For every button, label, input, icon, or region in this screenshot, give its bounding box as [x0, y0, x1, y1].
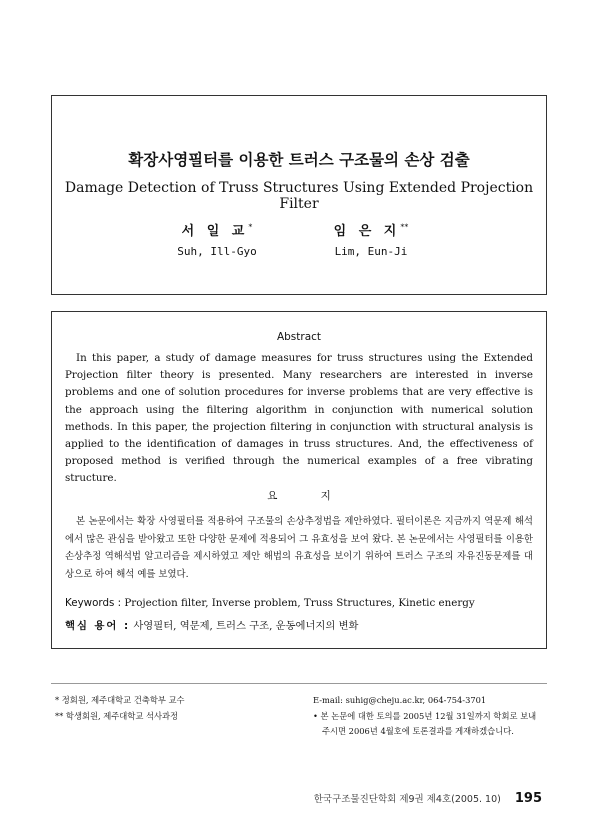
author-2-english-name: Lim, Eun-Ji — [334, 245, 408, 258]
author-2-korean-name: 임 은 지 — [333, 224, 401, 239]
author-1-mark: * — [248, 222, 253, 232]
author-2-mark: ** — [400, 222, 409, 232]
korean-abstract-heading: 요 지 — [267, 490, 351, 502]
keywords-korean — [65, 617, 538, 632]
journal-info: 한국구조물진단학회 제9권 제4호(2005. 10) — [313, 794, 501, 805]
keywords-korean-label: 핵심 용어 : — [65, 620, 131, 632]
footnote-divider — [51, 683, 547, 684]
page-number: 195 — [514, 791, 542, 806]
abstract-heading: Abstract — [276, 331, 322, 343]
keywords-korean-value: 사영필터, 역문제, 트러스 구조, 운동에너지의 변화 — [133, 620, 359, 632]
footnote-email: E-mail: suhig@cheju.ac.kr, 064-754-3701 — [313, 695, 487, 705]
keywords-english — [65, 597, 538, 609]
keywords-label: Keywords : — [65, 597, 122, 609]
footnote-author-1: * 정회원, 제주대학교 건축학부 교수 — [55, 695, 185, 705]
author-1 — [142, 220, 292, 258]
author-1-english-name: Suh, Ill-Gyo — [177, 245, 257, 258]
footnote-author-2: ** 학생회원, 제주대학교 석사과정 — [55, 710, 179, 721]
author-2 — [296, 220, 446, 258]
footnote-discussion: • 본 논문에 대한 토의를 2005년 12월 31일까지 학회로 보내 — [313, 710, 537, 721]
korean-title: 확장사영필터를 이용한 트러스 구조물의 손상 검출 — [128, 151, 470, 169]
korean-abstract-text: 본 논문에서는 확장 사영필터를 적용하여 구조물의 손상추정법을 제안하였다. 필터이론은 지금까지 역문제 해석에서 많은 관심을 받아왔고 또한 다양한 문제에 적용되어 그 유효성을 보여 왔다. 본 논문에서는 사영필터를 이용한 손상추정 역해석법 알고리즘을 제시하였고 제안 해법의 유효성을 보이기 위하여 트러스 구조의 자유진동문제를 대상으로 하여 해석 예를 보였다. — [65, 516, 533, 580]
title-box — [51, 95, 547, 295]
abstract-box — [51, 311, 547, 649]
abstract-text: In this paper, a study of damage measures for truss structures using the Extended Projection filter theory is presented. Many researchers are interested in inverse problems and one of solution procedures for inverse problems that are very effective is the approach using the filtering algorithm in conjunction with numerical solution methods. In this paper, the projection filtering in conjunction with structural analysis is applied to the identification of damages in truss structures. And, the effectiveness of proposed method is verified through the numerical examples of a free vibrating structure. — [65, 352, 533, 485]
footnotes-left — [55, 693, 185, 724]
footnote-discussion-cont: 주시면 2006년 4월호에 토론결과를 게재하겠습니다. — [322, 726, 514, 736]
keywords-value: Projection filter, Inverse problem, Truss Structures, Kinetic energy — [124, 597, 475, 609]
page-footer — [314, 787, 542, 806]
english-title: Damage Detection of Truss Structures Using Extended Projection Filter — [64, 180, 534, 212]
footnotes-right — [313, 693, 536, 740]
author-1-korean-name: 서 일 교 — [181, 224, 249, 239]
